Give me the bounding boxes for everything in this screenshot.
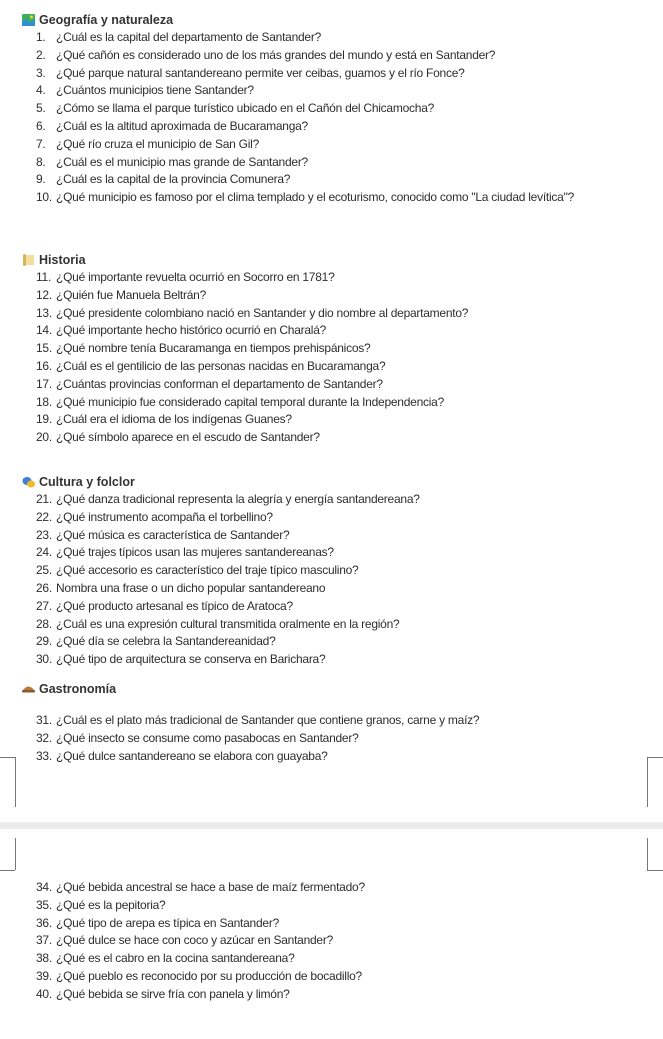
crop-mark: [647, 838, 648, 870]
question-item: [0, 562, 663, 580]
food-icon: [22, 683, 35, 695]
question-text: ¿Qué parque natural santandereano permite ver ceibas, guamos y el río Fonce?: [56, 65, 465, 80]
question-item: [0, 189, 663, 207]
question-text: ¿Qué insecto se consume como pasabocas en Santander?: [56, 730, 359, 745]
question-item: [0, 986, 663, 1004]
question-text: ¿Cuántos municipios tiene Santander?: [56, 83, 254, 98]
question-item: [0, 340, 663, 358]
question-number: 17.: [36, 376, 52, 391]
question-number: 28.: [36, 616, 52, 631]
question-item: [0, 651, 663, 669]
question-text: ¿Qué dulce santandereano se elabora con guayaba?: [56, 748, 328, 763]
question-number: 33.: [36, 748, 52, 763]
question-number: 27.: [36, 598, 52, 613]
section-cultura: [0, 473, 663, 669]
question-text: ¿Cuál es el municipio mas grande de Santander?: [56, 154, 308, 169]
question-number: 25.: [36, 563, 52, 578]
crop-mark: [15, 838, 16, 870]
question-item: [0, 897, 663, 915]
question-text: ¿Cuántas provincias conforman el departamento de Santander?: [56, 376, 383, 391]
question-number: 3.: [36, 65, 46, 80]
question-text: ¿Qué música es característica de Santander?: [56, 527, 290, 542]
section-title: Historia: [39, 253, 86, 267]
question-text: ¿Cuál era el idioma de los indígenas Guanes?: [56, 412, 292, 427]
question-number: 34.: [36, 880, 52, 894]
question-number: 16.: [36, 358, 52, 373]
question-text: ¿Qué accesorio es característico del traje típico masculino?: [56, 563, 359, 578]
question-number: 4.: [36, 83, 46, 98]
question-item: [0, 712, 663, 730]
question-number: 11.: [36, 270, 52, 284]
question-number: 19.: [36, 412, 52, 427]
section-title: Gastronomía: [39, 682, 117, 696]
question-text: ¿Qué tipo de arepa es típica en Santander?: [56, 915, 279, 930]
question-item: [0, 376, 663, 394]
question-text: ¿Qué importante hecho histórico ocurrió en Charalá?: [56, 323, 327, 338]
question-text: ¿Qué bebida se sirve fría con panela y limón?: [56, 986, 290, 1001]
question-text: ¿Qué municipio es famoso por el clima templado y el ecoturismo, conocido como "La ciudad levítica"?: [56, 190, 575, 205]
question-item: [0, 305, 663, 323]
question-text: ¿Cuál es el plato más tradicional de Santander que contiene granos, carne y maíz?: [56, 713, 480, 727]
question-item: [0, 269, 663, 287]
question-number: 7.: [36, 136, 46, 151]
question-number: 6.: [36, 118, 46, 133]
question-number: 37.: [36, 933, 52, 948]
question-text: ¿Qué nombre tenía Bucaramanga en tiempos prehispánicos?: [56, 341, 371, 356]
section-geografia: [0, 11, 663, 207]
question-item: [0, 100, 663, 118]
question-text: ¿Cuál es la capital del departamento de Santander?: [56, 30, 322, 44]
question-text: ¿Cómo se llama el parque turístico ubicado en el Cañón del Chicamocha?: [56, 101, 435, 116]
question-item: [0, 322, 663, 340]
question-item: [0, 287, 663, 305]
question-text: ¿Qué tipo de arquitectura se conserva en Barichara?: [56, 652, 326, 667]
question-text: ¿Qué importante revuelta ocurrió en Socorro en 1781?: [56, 270, 335, 284]
question-text: ¿Qué instrumento acompaña el torbellino?: [56, 509, 273, 524]
section-title: Cultura y folclor: [39, 475, 135, 489]
section-historia: [0, 251, 663, 447]
question-item: [0, 136, 663, 154]
question-number: 30.: [36, 652, 52, 667]
question-item: [0, 616, 663, 634]
question-text: ¿Qué río cruza el municipio de San Gil?: [56, 136, 260, 151]
section-header: [0, 473, 663, 491]
question-number: 21.: [36, 492, 52, 506]
section-header: [0, 680, 663, 698]
question-text: ¿Cuál es la capital de la provincia Comunera?: [56, 172, 291, 187]
question-number: 8.: [36, 154, 46, 169]
scroll-icon: [22, 254, 35, 266]
page-break: [0, 822, 663, 829]
question-item: [0, 171, 663, 189]
question-item: [0, 527, 663, 545]
question-text: ¿Qué dulce se hace con coco y azúcar en Santander?: [56, 933, 334, 948]
question-text: ¿Quién fue Manuela Beltrán?: [56, 287, 207, 302]
question-number: 14.: [36, 323, 52, 338]
question-item: [0, 598, 663, 616]
question-text: ¿Qué danza tradicional representa la alegría y energía santandereana?: [56, 492, 420, 506]
question-number: 10.: [36, 190, 52, 205]
question-text: ¿Cuál es el gentilicio de las personas nacidas en Bucaramanga?: [56, 358, 386, 373]
crop-mark: [647, 870, 663, 871]
question-text: ¿Qué día se celebra la Santandereanidad?: [56, 634, 276, 649]
question-item: [0, 509, 663, 527]
question-number: 5.: [36, 101, 46, 116]
question-text: ¿Qué producto artesanal es típico de Aratoca?: [56, 598, 293, 613]
question-number: 1.: [36, 30, 46, 44]
question-number: 9.: [36, 172, 46, 187]
question-number: 29.: [36, 634, 52, 649]
question-number: 24.: [36, 545, 52, 560]
question-item: [0, 65, 663, 83]
question-text: ¿Qué es el cabro en la cocina santandereana?: [56, 951, 295, 966]
question-text: ¿Qué bebida ancestral se hace a base de maíz fermentado?: [56, 880, 365, 894]
question-item: [0, 491, 663, 509]
question-number: 12.: [36, 287, 52, 302]
masks-icon: [22, 476, 35, 488]
question-item: [0, 879, 663, 897]
question-text: ¿Qué municipio fue considerado capital temporal durante la Independencia?: [56, 394, 445, 409]
question-text: ¿Qué presidente colombiano nació en Santander y dio nombre al departamento?: [56, 305, 469, 320]
question-text: ¿Cuál es la altitud aproximada de Bucaramanga?: [56, 118, 308, 133]
question-item: [0, 29, 663, 47]
question-number: 22.: [36, 509, 52, 524]
question-text: ¿Cuál es una expresión cultural transmitida oralmente en la región?: [56, 616, 400, 631]
section-header: [0, 251, 663, 269]
question-item: [0, 950, 663, 968]
question-number: 31.: [36, 713, 52, 727]
question-text: Nombra una frase o un dicho popular santandereano: [56, 580, 326, 595]
question-item: [0, 915, 663, 933]
question-item: [0, 118, 663, 136]
question-item: [0, 580, 663, 598]
question-number: 2.: [36, 47, 46, 62]
question-number: 40.: [36, 986, 52, 1001]
question-text: ¿Qué pueblo es reconocido por su producción de bocadillo?: [56, 968, 362, 983]
crop-mark: [0, 870, 15, 871]
question-item: [0, 544, 663, 562]
question-item: [0, 429, 663, 447]
question-number: 18.: [36, 394, 52, 409]
question-item: [0, 968, 663, 986]
question-number: 32.: [36, 730, 52, 745]
question-text: ¿Qué trajes típicos usan las mujeres santandereanas?: [56, 545, 334, 560]
question-number: 35.: [36, 897, 52, 912]
question-item: [0, 932, 663, 950]
question-text: ¿Qué símbolo aparece en el escudo de Santander?: [56, 430, 320, 445]
question-number: 13.: [36, 305, 52, 320]
question-number: 39.: [36, 968, 52, 983]
question-number: 23.: [36, 527, 52, 542]
question-item: [0, 394, 663, 412]
question-item: [0, 730, 663, 748]
question-item: [0, 47, 663, 65]
question-item: [0, 633, 663, 651]
question-number: 15.: [36, 341, 52, 356]
question-number: 36.: [36, 915, 52, 930]
question-item: [0, 411, 663, 429]
question-item: [0, 358, 663, 376]
map-icon: [22, 14, 35, 26]
question-text: ¿Qué cañón es considerado uno de los más grandes del mundo y está en Santander?: [56, 47, 496, 62]
section-gastronomia: [0, 680, 663, 765]
question-item: [0, 154, 663, 172]
question-number: 20.: [36, 430, 52, 445]
section-title: Geografía y naturaleza: [39, 13, 174, 27]
question-item: [0, 748, 663, 766]
section-header: [0, 11, 663, 29]
page-2-list: [0, 879, 663, 1004]
question-number: 38.: [36, 951, 52, 966]
question-item: [0, 82, 663, 100]
question-text: ¿Qué es la pepitoria?: [56, 897, 166, 912]
question-number: 26.: [36, 580, 52, 595]
